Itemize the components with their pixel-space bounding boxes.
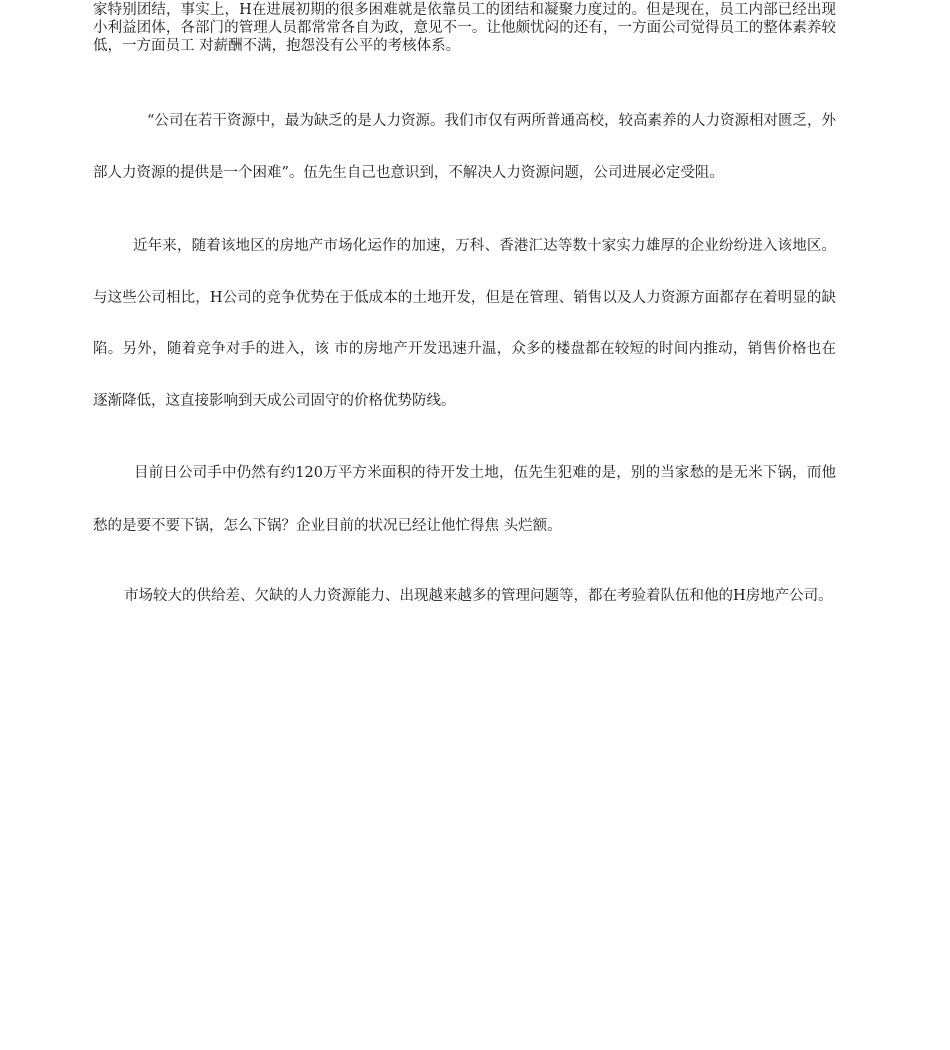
paragraph-1: 家特别团结，事实上，H在进展初期的很多困难就是依靠员工的团结和凝聚力度过的。但是现在，员工内部已经出现小利益团体，各部门的管理人员都常常各自为政，意见不一。让他颇忧闷的还有，一方面公司觉得员工的整体素养较低，一方面员工 对薪酬不满，抱怨没有公平的考核体系。 [93, 2, 836, 54]
paragraph-2: “公司在若干资源中，最为缺乏的是人力资源。我们市仅有两所普通高校，较高素养的人力资源相对匮乏，外部人力资源的提供是一个困难”。伍先生自己也意识到，不解决人力资源问题，公司进展必定受阻。 [93, 113, 836, 181]
paragraph-5: 市场较大的供给差、欠缺的人力资源能力、出现越来越多的管理问题等，都在考验着队伍和他的H房地产公司。 [124, 588, 833, 604]
paragraph-3: 近年来，随着该地区的房地产市场化运作的加速，万科、香港汇达等数十家实力雄厚的企业纷纷进入该地区。与这些公司相比，H公司的竞争优势在于低成本的土地开发，但是在管理、销售以及人力资源方面都存在着明显的缺陷。另外，随着竞争对手的进入，该 市的房地产开发迅速升温，众多的楼盘都在较短的时间内推动，销售价格也在逐渐降低，这直接影响到天成公司固守的价格优势防线。 [93, 238, 836, 409]
paragraph-4: 目前日公司手中仍然有约120万平方米面积的待开发土地，伍先生犯难的是，别的当家愁的是无米下锅，而他愁的是要不要下锅，怎么下锅？企业目前的状况已经让他忙得焦 头烂额。 [93, 465, 836, 534]
